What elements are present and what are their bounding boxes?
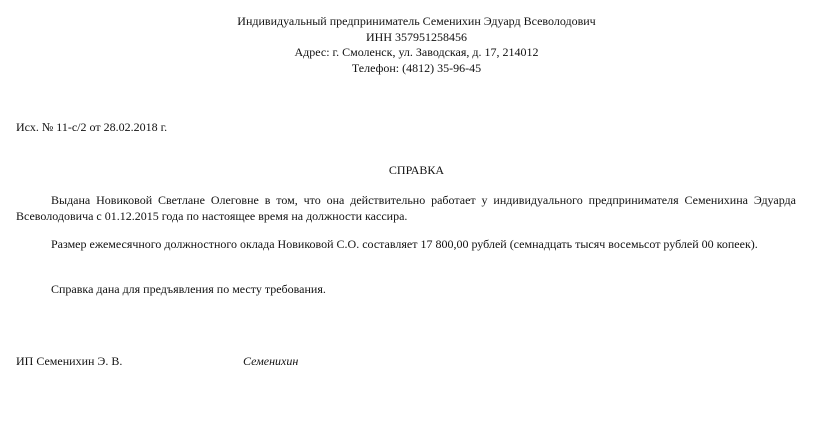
body-paragraph-purpose: Справка дана для предъявления по месту требования. (51, 282, 326, 296)
document-header (0, 14, 833, 76)
document-title: СПРАВКА (388, 163, 445, 177)
body-paragraph-salary: Размер ежемесячного должностного оклада Новиковой С.О. составляет 17 800,00 рублей (семнадцать тысяч восемьсот рублей 00 копеек). (51, 237, 758, 251)
inn-line: ИНН 357951258456 (366, 29, 467, 44)
signatory-role: ИП Семенихин Э. В. (16, 354, 123, 368)
body-paragraph-employment: Выдана Новиковой Светлане Олеговне в том, что она действительно работает у индивидуального предпринимателя Семенихина Эдуарда Всеволодовича с 01.12.2015 года по настоящее время на должности кассира. (16, 193, 796, 223)
outgoing-reference: Исх. № 11-с/2 от 28.02.2018 г. (16, 120, 168, 134)
phone-line: Телефон: (4812) 35-96-45 (351, 60, 482, 75)
handwritten-signature: Семенихин (243, 354, 299, 368)
address-line: Адрес: г. Смоленск, ул. Заводская, д. 17, 214012 (294, 45, 539, 59)
entrepreneur-name: Индивидуальный предприниматель Семенихин Эдуард Всеволодович (237, 14, 596, 28)
